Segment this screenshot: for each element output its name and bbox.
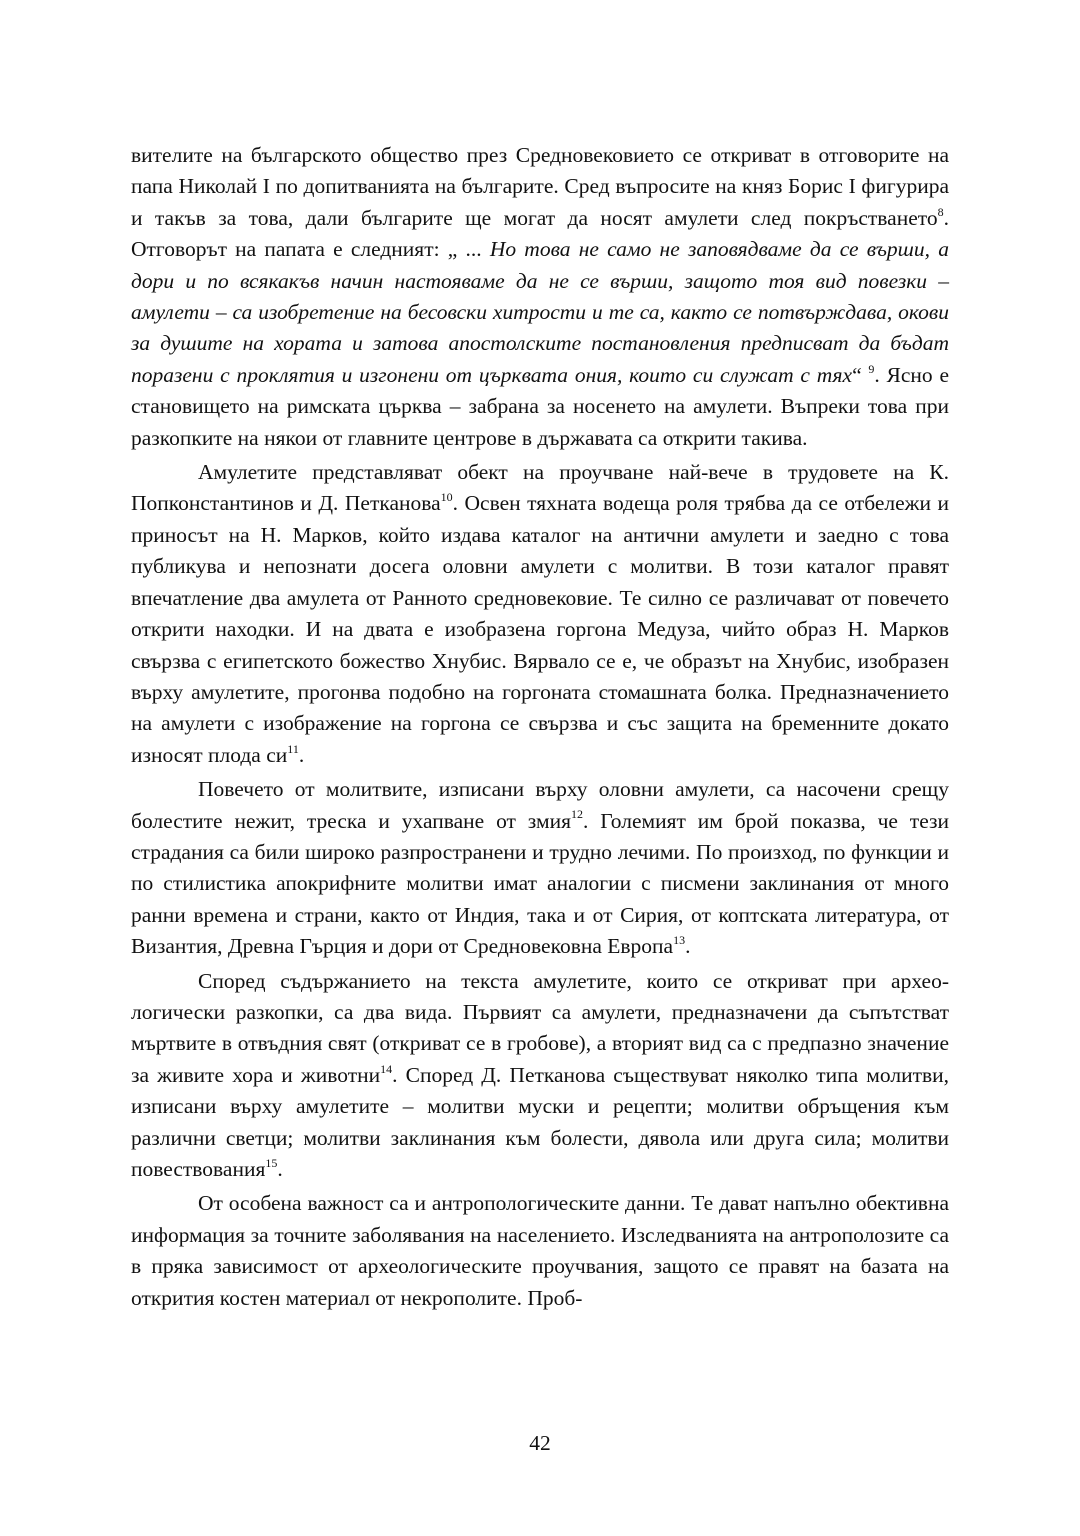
footnote-marker: 12	[571, 807, 583, 822]
paragraph-amulets-study	[131, 457, 949, 771]
text-run: Повечето от молитвите, изписани върху оловни амулети, са насочени срещу болестите нежит, треска и ухапване от змия	[131, 777, 949, 833]
text-run: Според съдържанието на текста амулетите, които се откриват при археологически разкопки, са два вида. Първият са амулети, предназначени да съпътстват мъртвите в отвъдния свят (откриват се в гробове), а вторият вид са с предпазно значение за живите хора и животни	[131, 968, 949, 1087]
body-text	[131, 140, 949, 1314]
footnote-marker: 10	[440, 490, 453, 505]
paragraph-anthropology	[131, 1188, 949, 1314]
paragraph-prayers	[131, 774, 949, 962]
paragraph-types	[131, 966, 949, 1186]
text-run: . Отговорът на папата е следният: „ ...	[131, 205, 949, 262]
text-run: .	[298, 742, 305, 767]
text-run: . Освен тяхната водеща роля трябва да се отбележи и приносът на Н. Марков, който издава каталог на антични амулети и заедно с това публикува и непознати досега оловни амулети с молитви. В този каталог правят впечатление два амулета от Ранното средновековие. Те силно се различават от повечето открити находки. И на двата е изобразена горгона Медуза, чийто образ Н. Марков свързва с египетското божество Хнубис. Вярвало се е, че образът на Хнубис, изобразен върху амулетите, прогонва подобно на горгоната стомашната болка. Предназначението на амулети с изображение на горгона се свързва и със защита на бременните докато износят плода си	[131, 491, 949, 767]
text-run: . Ясно е становището на римската църква – забрана за носенето на амулети. Въпреки това при разкопките на някои от главните центрове в държавата са открити такива.	[131, 362, 950, 450]
footnote-marker: 15	[265, 1155, 278, 1170]
footnote-marker: 14	[380, 1061, 393, 1076]
text-run: вителите на българското общество през Средновековието се откриват в отговорите на папа Николай I по допитванията на българите. Сред въпросите на княз Борис I фигурира и такъв за това, дали българите ще могат да носят амулети след покръстването	[131, 143, 949, 230]
footnote-marker: 9	[868, 361, 875, 376]
text-run: .	[277, 1157, 283, 1181]
page-number: 42	[529, 1431, 551, 1455]
text-run: .	[685, 934, 691, 959]
footnote-marker: 11	[287, 741, 299, 756]
footnote-marker: 13	[673, 933, 686, 947]
footnote-marker: 8	[937, 204, 944, 219]
text-run: Амулетите представляват обект на проучване най-вече в трудовете на К. Попконстантинов и Д. Петканова	[131, 460, 949, 516]
paragraph-continuation	[131, 140, 949, 454]
text-run: “	[852, 362, 869, 387]
italic-quotation: Но това не само не заповядваме да се върши, а дори и по всякакъв начин настояваме да не се върши, защото тоя вид повезки – амулети – са изобретение на бесовски хитрости и те са, както се потвърждава, окови за душите на хората и затова апостолските постановления предписват да бъдат поразени с проклятия и изгонени от църквата ония, които си служат с тях	[131, 237, 949, 387]
text-run: . Големият им брой показва, че тези страдания са били широко разпространени и трудно лечими. По произход, по функции и по стилистика апокрифните молитви имат аналогии с писмени заклинания от много ранни времена и страни, както от Индия, така и от Сирия, от коптската литература, от Византия, Древна Гърция и дори от Средновековна Европа	[131, 808, 949, 959]
text-run: . Според Д. Петканова съществуват няколко типа молитви, изписани върху амулетите – молитви муски и рецепти; молитви обръщения към различни светци; молитви заклинания към болести, дявола или друга сила; молитви повествования	[131, 1062, 950, 1181]
text-run: От особена важност са и антропологическите данни. Те дават напълно обективна информация за точните заболявания на населението. Изследванията на антрополозите са в пряка зависимост от археологическите проучвания, защото се правят на базата на открития костен материал от некрополите. Проб-	[131, 1191, 949, 1310]
